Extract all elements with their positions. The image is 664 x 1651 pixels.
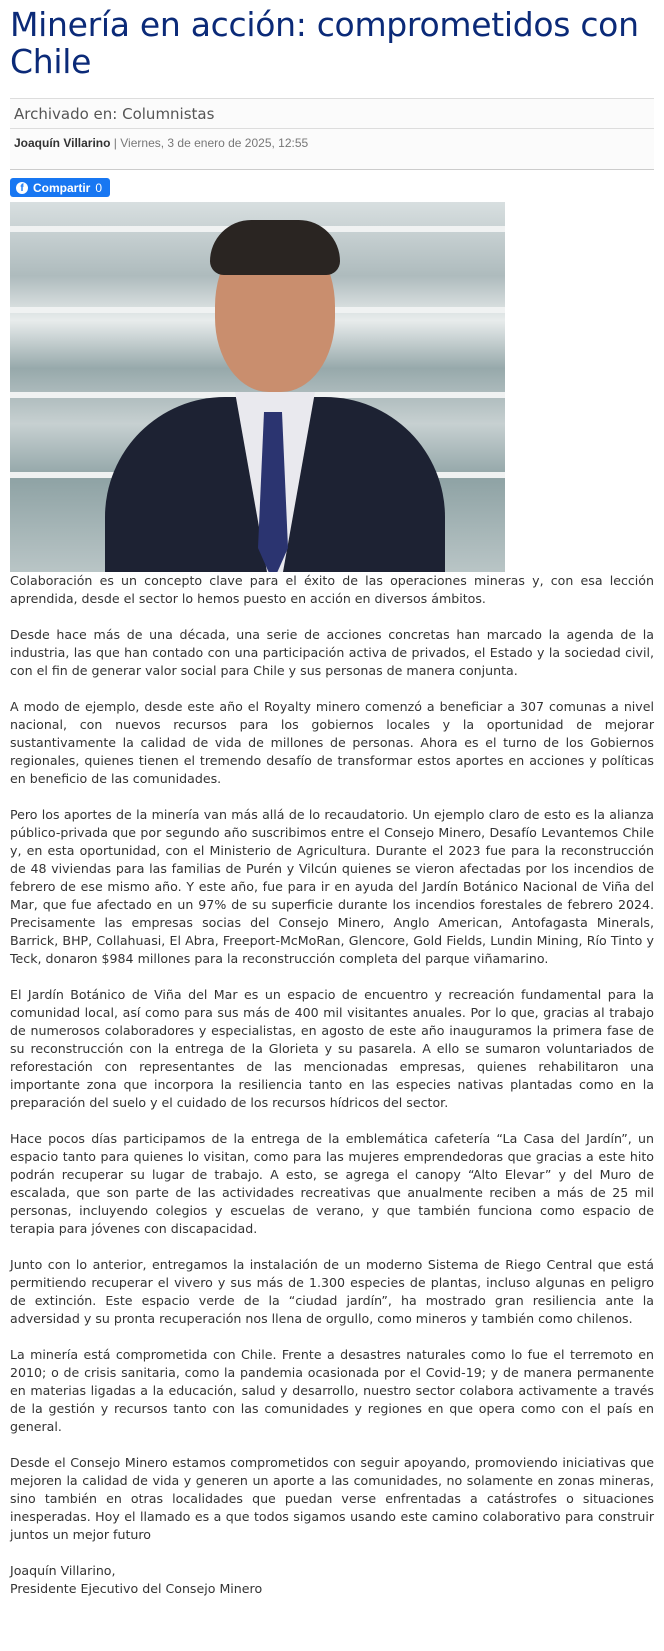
author-name: Joaquín Villarino: [14, 136, 111, 150]
signature-role: Presidente Ejecutivo del Consejo Minero: [10, 1581, 263, 1596]
share-count: 0: [95, 180, 103, 195]
paragraph: Junto con lo anterior, entregamos la instalación de un moderno Sistema de Riego Central que está permitiendo recuperar el vivero y sus más de 1.300 especies de plantas, incluso algunas en peligro de extinción. Este espacio verde de la “ciudad jardín”, ha mostrado gran resiliencia ante la adversidad y su pronta recuperación nos llena de orgullo, como mineros y también como chilenos.: [10, 1257, 654, 1326]
author-photo: [10, 202, 505, 572]
paragraph: A modo de ejemplo, desde este año el Royalty minero comenzó a beneficiar a 307 comunas a nivel nacional, con nuevos recursos para los gobiernos locales y la oportunidad de mejorar sustantivamente la calidad de vida de millones de personas. Ahora es el turno de los Gobiernos regionales, quienes tienen el tremendo desafío de transformar estos aportes en acciones y políticas en beneficio de las comunidades.: [10, 699, 654, 786]
paragraph: El Jardín Botánico de Viña del Mar es un espacio de encuentro y recreación fundamental para la comunidad local, así como para sus más de 400 mil visitantes anuales. Por lo que, gracias al trabajo de numerosos colaboradores y especialistas, en agosto de este año inauguramos la primera fase de su reconstrucción con la entrega de la Glorieta y su pasarela. A ello se sumaron voluntariados de reforestación con representantes de las mencionadas empresas, quienes rehabilitaron una importante zona que incorpora la resiliencia tanto en las especies nativas plantadas como en la preparación del suelo y el cuidado de los recursos hídricos del sector.: [10, 987, 654, 1110]
signature-name: Joaquín Villarino,: [10, 1563, 116, 1578]
facebook-icon: f: [16, 182, 28, 194]
article-body: [10, 572, 654, 1544]
paragraph: Pero los aportes de la minería van más allá de lo recaudatorio. Un ejemplo claro de esto es la alianza público-privada que por segundo año suscribimos entre el Consejo Minero, Desafío Levantemos Chile y, en esta oportunidad, con el Ministerio de Agricultura. Durante el 2023 fue para la reconstrucción de 48 viviendas para las familias de Purén y Vilcún quienes se vieron afectadas por los incendios de febrero de ese mismo año. Y este año, fue para ir en ayuda del Jardín Botánico Nacional de Viña del Mar, que fue afectado en un 97% de su superficie durante los incendios forestales de febrero 2024. Precisamente las empresas socias del Consejo Minero, Anglo American, Antofagasta Minerals, Barrick, BHP, Collahuasi, El Abra, Freeport-McMoRan, Glencore, Gold Fields, Lundin Mining, Río Tinto y Teck, donaron $984 millones para la reconstrucción completa del parque viñamarino.: [10, 807, 654, 966]
publish-date: Viernes, 3 de enero de 2025, 12:55: [120, 136, 309, 150]
page-title: Minería en acción: comprometidos con Chile: [10, 5, 639, 81]
facebook-share-button[interactable]: [10, 178, 110, 197]
paragraph: Desde hace más de una década, una serie de acciones concretas han marcado la agenda de la industria, las que han contado con una participación activa de privados, el Estado y la sociedad civil, con el fin de generar valor social para Chile y sus personas de manera conjunta.: [10, 627, 654, 678]
paragraph: Desde el Consejo Minero estamos comprometidos con seguir apoyando, promoviendo iniciativas que mejoren la calidad de vida y generen un aporte a las comunidades, no solamente en zonas mineras, sino también en otras localidades que puedan verse enfrentadas a catástrofes o situaciones inesperadas. Hoy el llamado es a que todos sigamos usando este camino colaborativo para construir juntos un mejor futuro: [10, 1455, 654, 1542]
archive-category: Archivado en: Columnistas: [10, 98, 654, 129]
article: [0, 6, 664, 1598]
paragraph: La minería está comprometida con Chile. Frente a desastres naturales como lo fue el terremoto en 2010; o de crisis sanitaria, como la pandemia ocasionada por el Covid-19; y de manera permanente en materias ligadas a la educación, salud y desarrollo, nuestro sector colabora activamente a través de la gestión y recursos tanto con las comunidades y regiones en que opera como con el país en general.: [10, 1347, 654, 1434]
article-meta: [10, 129, 654, 170]
paragraph: Colaboración es un concepto clave para el éxito de las operaciones mineras y, con esa lección aprendida, desde el sector lo hemos puesto en acción en diversos ámbitos.: [10, 573, 654, 606]
meta-separator: |: [110, 136, 121, 150]
share-label: Compartir: [33, 180, 91, 195]
paragraph: Hace pocos días participamos de la entrega de la emblemática cafetería “La Casa del Jardín”, un espacio tanto para quienes lo visitan, como para las mujeres emprendedoras que gracias a este hito podrán recuperar su lugar de trabajo. A esto, se agrega el canopy “Alto Elevar” y del Muro de escalada, que son parte de las actividades recreativas que anualmente reciben a más de 25 mil personas, incluyendo colegios y escuelas de verano, y que también funciona como espacio de terapia para jóvenes con discapacidad.: [10, 1131, 654, 1236]
signature: [10, 1562, 654, 1598]
